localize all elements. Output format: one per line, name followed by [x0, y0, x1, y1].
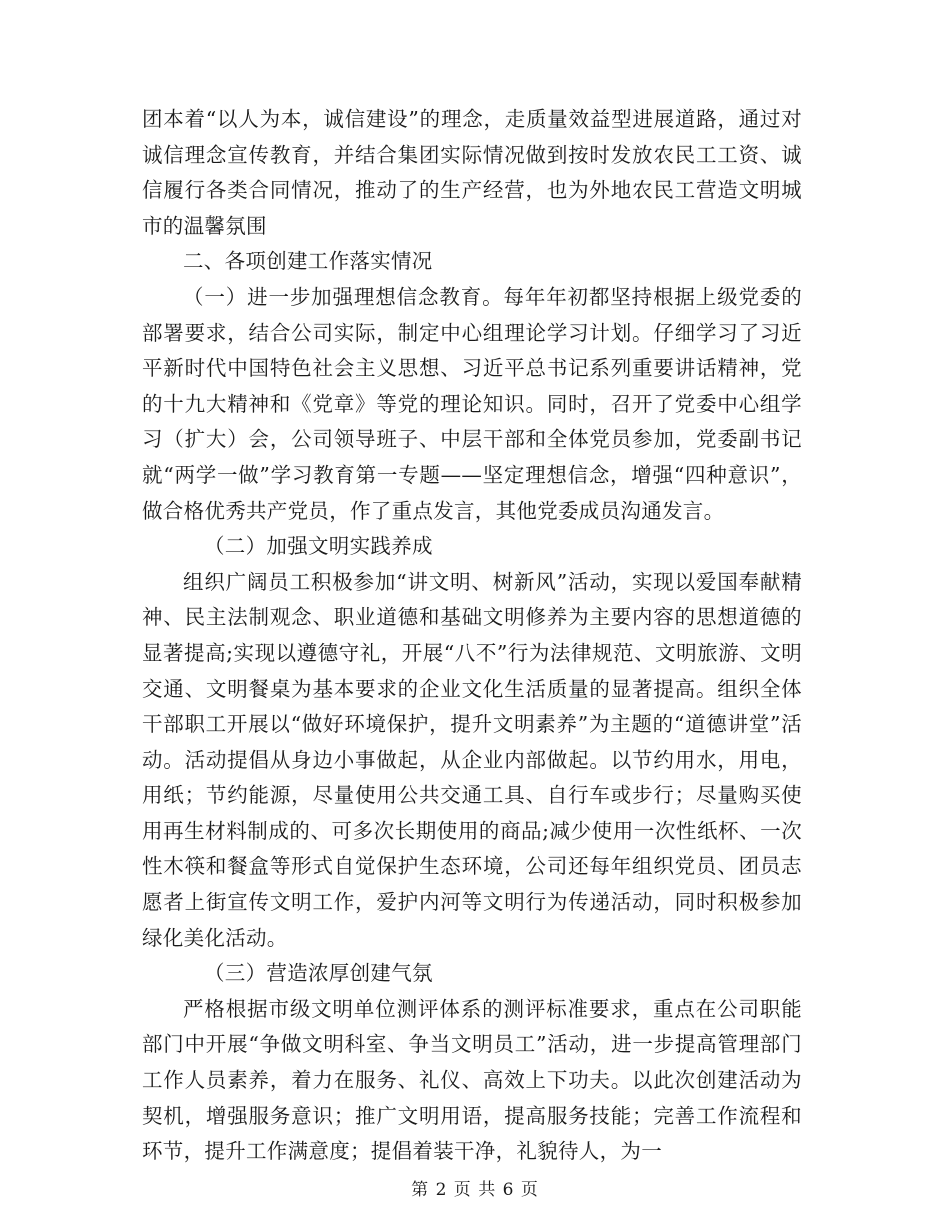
- page-footer: 第 2 页 共 6 页: [411, 1180, 539, 1200]
- paragraph-ideal-belief-education: （一）进一步加强理想信念教育。每年年初都坚持根据上级党委的部署要求，结合公司实际，制定中心组理论学习计划。仔细学习了习近平新时代中国特色社会主义思想、习近平总书记系列重要讲话精神，党的十九大精神和《党章》等党的理论知识。同时，召开了党委中心组学习（扩大）会，公司领导班子、中层干部和全体党员参加，党委副书记就“两学一做”学习教育第一专题——坚定理想信念，增强“四种意识”，做合格优秀共产党员，作了重点发言，其他党委成员沟通发言。: [142, 284, 802, 523]
- document-body: [142, 102, 802, 1170]
- subheading-creation-atmosphere: （三）营造浓厚创建气氛: [204, 961, 433, 986]
- paragraph-intro-continuation: 团本着“以人为本，诚信建设”的理念，走质量效益型进展道路，通过对诚信理念宣传教育，并结合集团实际情况做到按时发放农民工工资、诚信履行各类合同情况，推动了的生产经营，也为外地农民工营造文明城市的温馨氛围: [142, 107, 802, 238]
- subheading-civilized-practice: （二）加强文明实践养成: [204, 534, 433, 559]
- paragraph-creation-atmosphere: 严格根据市级文明单位测评体系的测评标准要求，重点在公司职能部门中开展“争做文明科室、争当文明员工”活动，进一步提高管理部门工作人员素养，着力在服务、礼仪、高效上下功夫。以此次创建活动为契机，增强服务意识；推广文明用语，提高服务技能；完善工作流程和环节，提升工作满意度；提倡着装干净，礼貌待人，为一: [142, 996, 802, 1164]
- paragraph-civilized-practice: 组织广阔员工积极参加“讲文明、树新风”活动，实现以爱国奉献精神、民主法制观念、职业道德和基础文明修养为主要内容的思想道德的显著提高;实现以遵德守礼，开展“八不”行为法律规范、文明旅游、文明交通、文明餐桌为基本要求的企业文化生活质量的显著提高。组织全体干部职工开展以“做好环境保护，提升文明素养”为主题的“道德讲堂”活动。活动提倡从身边小事做起，从企业内部做起。以节约用水，用电，用纸；节约能源，尽量使用公共交通工具、自行车或步行；尽量购买使用再生材料制成的、可多次长期使用的商品;减少使用一次性纸杯、一次性木筷和餐盒等形式自觉保护生态环境，公司还每年组织党员、团员志愿者上街宣传文明工作，爱护内河等文明行为传递活动，同时积极参加绿化美化活动。: [142, 569, 802, 950]
- section-heading-implementation: 二、各项创建工作落实情况: [183, 249, 433, 274]
